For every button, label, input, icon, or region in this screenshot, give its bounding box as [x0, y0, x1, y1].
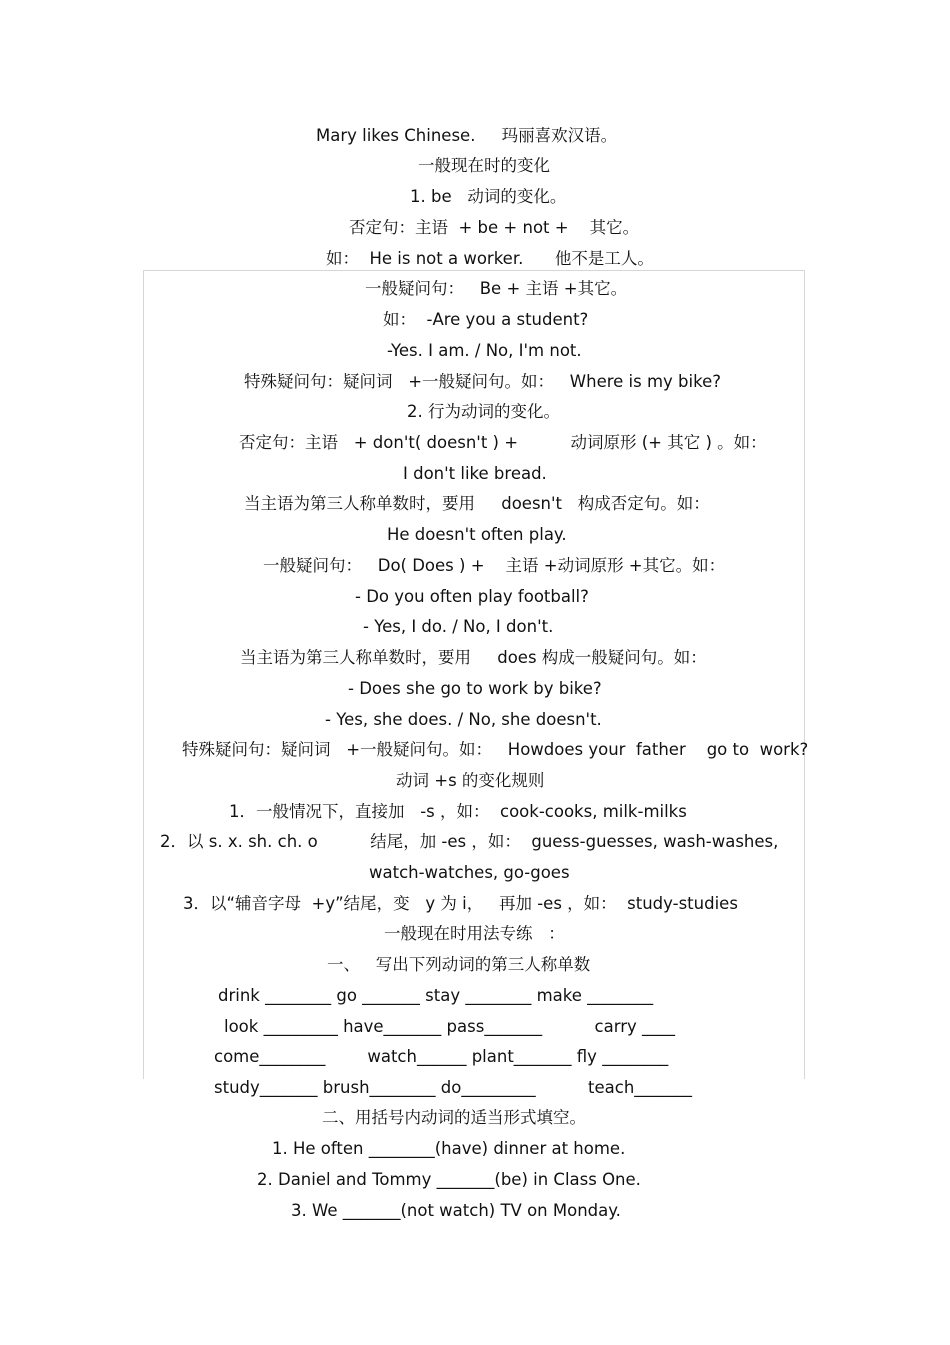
- text-line: 一般疑问句： Be + 主语 +其它。: [365, 279, 628, 298]
- text-line: - Does she go to work by bike?: [348, 679, 602, 698]
- text-line: He doesn't often play.: [387, 525, 567, 544]
- text-line: 二、用括号内动词的适当形式填空。: [322, 1108, 586, 1127]
- text-line: 1. be 动词的变化。: [410, 187, 567, 206]
- text-line: 1. He often ________(have) dinner at home.: [272, 1139, 626, 1158]
- text-line: 1．一般情况下，直接加 -s ，如： cook-cooks, milk-milks: [229, 802, 687, 821]
- text-line: - Yes, she does. / No, she doesn't.: [325, 710, 602, 729]
- text-line: 动词 +s 的变化规则: [396, 771, 545, 790]
- text-line: Mary likes Chinese. 玛丽喜欢汉语。: [316, 126, 618, 145]
- text-line: 3. We _______(not watch) TV on Monday.: [291, 1201, 621, 1220]
- text-line: - Do you often play football?: [355, 587, 589, 606]
- text-line: watch-watches, go-goes: [369, 863, 570, 882]
- text-line: 特殊疑问句：疑问词 +一般疑问句。如： Where is my bike?: [244, 372, 721, 391]
- text-line: -Yes. I am. / No, I'm not.: [387, 341, 582, 360]
- text-line: 一般现在时用法专练 ：: [384, 924, 565, 943]
- text-line: 当主语为第三人称单数时，要用 doesn't 构成否定句。如：: [244, 494, 710, 513]
- text-line: 一般现在时的变化: [418, 156, 550, 175]
- text-line: 一、 写出下列动词的第三人称单数: [327, 955, 591, 974]
- text-line: 一般疑问句： Do( Does ) + 主语 +动词原形 +其它。如：: [263, 556, 726, 575]
- text-line: 2. Daniel and Tommy _______(be) in Class One.: [257, 1170, 641, 1189]
- text-line: I don't like bread.: [403, 464, 547, 483]
- text-line: 2. 行为动词的变化。: [407, 402, 560, 421]
- text-line: come________ watch______ plant_______ fly ________: [214, 1047, 669, 1066]
- text-line: 否定句：主语 + be + not + 其它。: [349, 218, 640, 237]
- text-line: 如： -Are you a student?: [383, 310, 589, 329]
- text-line: 3．以“辅音字母 +y”结尾，变 y 为 i， 再加 -es ，如： study-studies: [183, 894, 738, 913]
- text-line: 否定句：主语 + don't( doesn't ) + 动词原形 (+ 其它 ) 。如：: [239, 433, 767, 452]
- text-line: 如： He is not a worker. 他不是工人。: [326, 249, 654, 268]
- text-line: 2．以 s. x. sh. ch. o 结尾，加 -es ，如： guess-guesses, wash-washes,: [160, 832, 779, 851]
- text-line: drink ________ go _______ stay ________ make ________: [218, 986, 654, 1005]
- text-line: 特殊疑问句：疑问词 +一般疑问句。如： Howdoes your father go to work?: [182, 740, 809, 759]
- text-line: - Yes, I do. / No, I don't.: [363, 617, 554, 636]
- text-line: study_______ brush________ do_________ teach_______: [214, 1078, 693, 1097]
- text-line: 当主语为第三人称单数时，要用 does 构成一般疑问句。如：: [240, 648, 707, 667]
- text-line: look _________ have_______ pass_______ carry ____: [224, 1017, 675, 1036]
